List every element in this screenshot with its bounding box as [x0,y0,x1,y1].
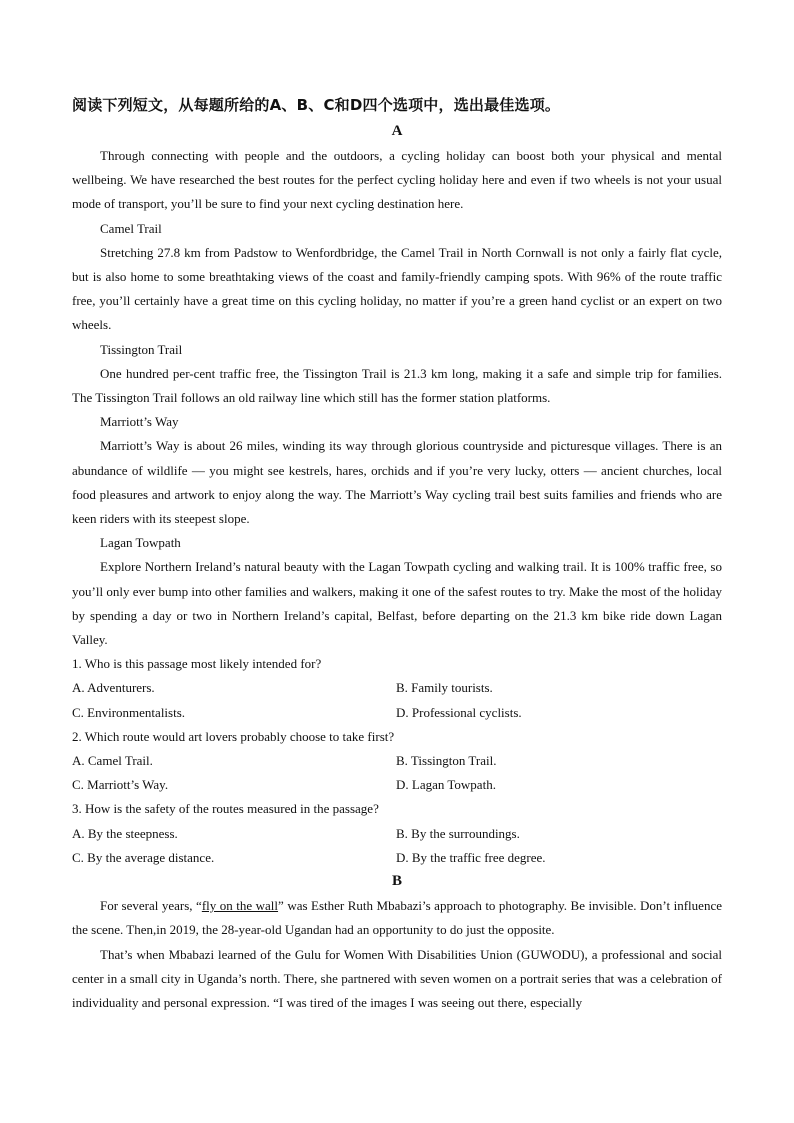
passage-b-label: B [391,873,402,890]
underlined-phrase: fly on the wall [201,898,279,914]
question-1 [72,652,722,725]
route-title: Camel Trail [100,220,162,236]
text-run: For several years, “ [100,898,202,914]
option-a: A. Adventurers. [72,680,155,696]
option-c: C. By the average distance. [72,849,215,865]
exam-page [72,94,722,1015]
text-run: ” was Esther Ruth Mbabazi’s approach to photography. Be invisible. Don’t influence the scene. Then,in 2019, the 28-year-old Ugandan had an opportunity to do just the opposite. [72,898,722,938]
passage-b-paragraph-2: That’s when Mbabazi learned of the Gulu for Women With Disabilities Union (GUWODU), a professional and social center in a small city in Uganda’s north. There, she partnered with seven women on a portrait series that was a celebration of individuality and personal expression. “I was tired of the images I was seeing out there, especially [72,946,722,1010]
option-d: D. By the traffic free degree. [396,849,546,865]
option-b: B. Family tourists. [396,680,493,696]
question-2 [72,725,722,798]
route-title: Tissington Trail [100,341,183,357]
option-d: D. Professional cyclists. [396,704,522,720]
route-title: Lagan Towpath [100,535,181,551]
passage-a-intro: Through connecting with people and the outdoors, a cycling holiday can boost both your physical and mental wellbeing. We have researched the best routes for the perfect cycling holiday here and even if two wheels is not your usual mode of transport, you’ll be sure to find your next cycling destination here. [72,148,722,212]
option-c: C. Marriott’s Way. [72,777,169,793]
instruction: 阅读下列短文，从每题所给的A、B、C和D四个选项中，选出最佳选项。 [72,96,561,114]
option-b: B. Tissington Trail. [396,753,497,769]
option-d: D. Lagan Towpath. [396,777,496,793]
question-stem: 1. Who is this passage most likely intended for? [72,656,322,672]
option-a: A. By the steepness. [72,825,178,841]
route-title: Marriott’s Way [100,414,179,430]
option-b: B. By the surroundings. [396,825,520,841]
passage-a-label: A [391,123,403,139]
route-text: Marriott’s Way is about 26 miles, winding its way through glorious countryside and picturesque villages. There is an abundance of wildlife — you might see kestrels, hares, orchids and if you’re very lucky, otters — ancient churches, local food pleasures and artwork to enjoy along the way. The Marriott’s Way cycling trail best suits families and friends who are keen riders with its steepest slope. [72,438,722,527]
route-text: Stretching 27.8 km from Padstow to Wenfordbridge, the Camel Trail in North Cornwall is not only a fairly flat cycle, but is also home to some breathtaking views of the coast and family-friendly camping spots. With 96% of the route traffic free, you’ll certainly have a great time on this cycling holiday, no matter if you’re a green hand cyclist or an expert on two wheels. [72,244,722,333]
option-c: C. Environmentalists. [72,704,186,720]
passage-b-paragraph-1 [72,894,722,942]
route-text: Explore Northern Ireland’s natural beauty with the Lagan Towpath cycling and walking trail. It is 100% traffic free, so you’ll only ever bump into other families and walkers, making it one of the safest routes to try. Make the most of the holiday by spending a day or two in Northern Ireland’s capital, Belfast, before departing on the 21.3 km bike ride down Lagan Valley. [72,559,722,648]
option-a: A. Camel Trail. [72,753,153,769]
route-text: One hundred per-cent traffic free, the Tissington Trail is 21.3 km long, making it a safe and simple trip for families. The Tissington Trail follows an old railway line which still has the former station platforms. [72,365,722,406]
question-stem: 2. Which route would art lovers probably choose to take first? [72,728,395,744]
question-stem: 3. How is the safety of the routes measured in the passage? [72,801,379,817]
question-3 [72,797,722,870]
